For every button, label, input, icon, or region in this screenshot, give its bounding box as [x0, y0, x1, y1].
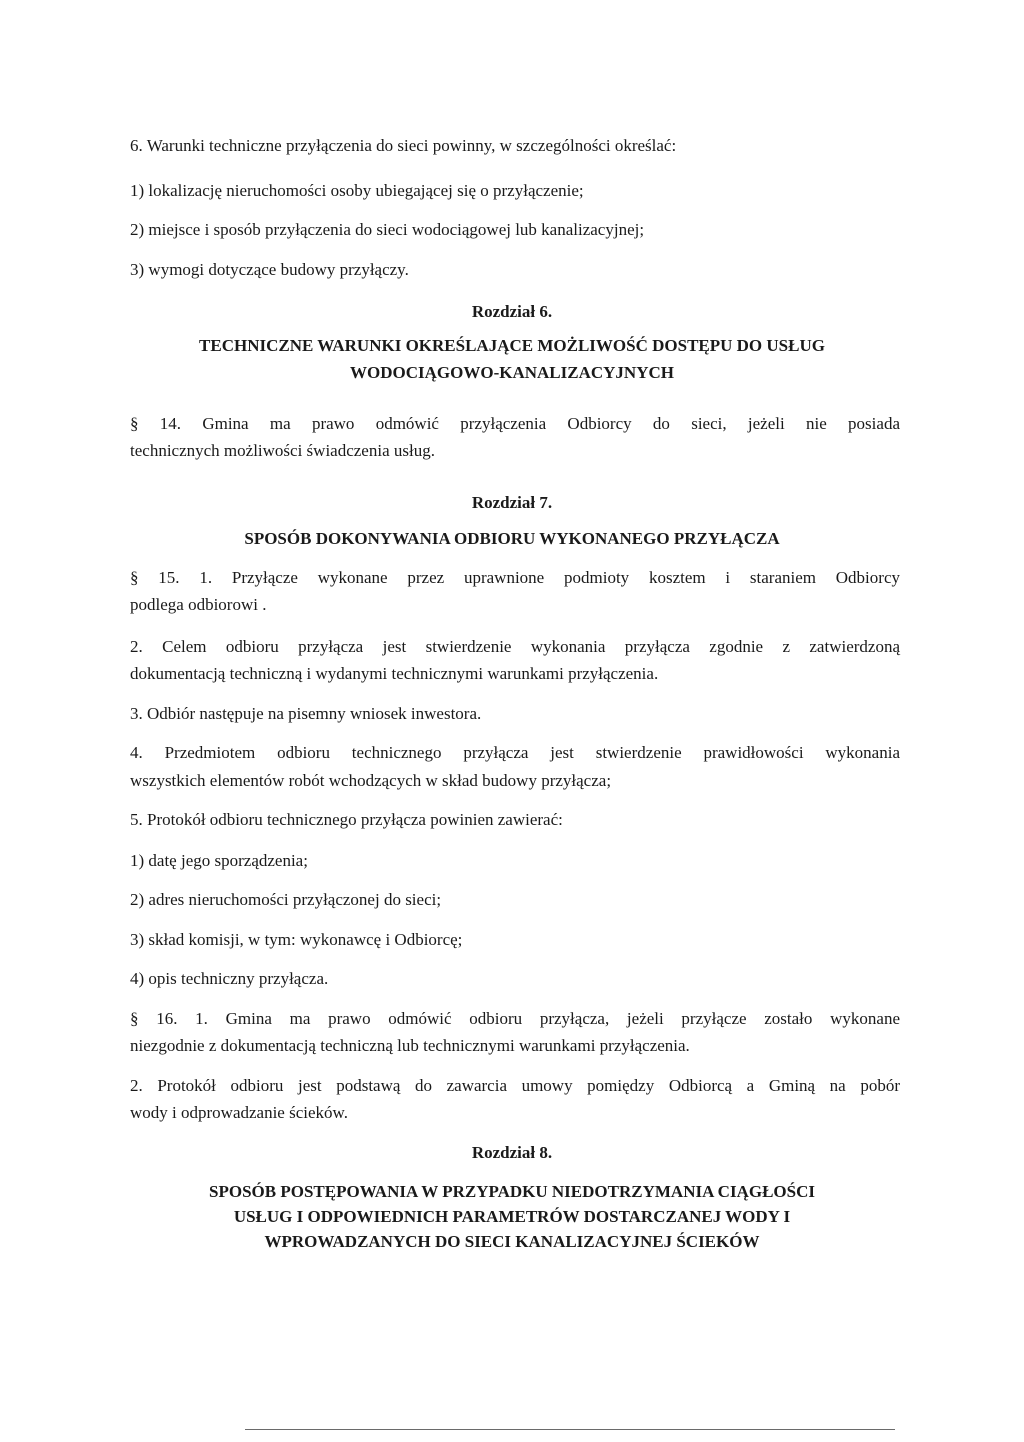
chapter7-label: Rozdział 7. — [471, 493, 553, 512]
chapter8-title-line3: WPROWADZANYCH DO SIECI KANALIZACYJNEJ ŚCIEKÓW — [264, 1232, 760, 1251]
paragraph15-1-line1: § 15. 1. Przyłącze wykonane przez uprawnione podmioty kosztem i staraniem Odbiorcy — [130, 568, 900, 587]
chapter8-title-line2: USŁUG I ODPOWIEDNICH PARAMETRÓW DOSTARCZANEJ WODY I — [233, 1207, 791, 1226]
paragraph15-5-item-3: 3) skład komisji, w tym: wykonawcę i Odbiorcę; — [130, 930, 463, 949]
paragraph15-5: 5. Protokół odbioru technicznego przyłącza powinien zawierać: — [130, 810, 563, 829]
paragraph16-2-line2: wody i odprowadzanie ścieków. — [130, 1103, 348, 1122]
paragraph16-1-line1: § 16. 1. Gmina ma prawo odmówić odbioru przyłącza, jeżeli przyłącze zostało wykonane — [130, 1009, 900, 1028]
chapter8-label: Rozdział 8. — [471, 1143, 553, 1162]
paragraph14-line1: § 14. Gmina ma prawo odmówić przyłączenia Odbiorcy do sieci, jeżeli nie posiada — [130, 414, 900, 433]
chapter6-title-line1: TECHNICZNE WARUNKI OKREŚLAJĄCE MOŻLIWOŚĆ DOSTĘPU DO USŁUG — [199, 336, 825, 355]
chapter7-title: SPOSÓB DOKONYWANIA ODBIORU WYKONANEGO PRZYŁĄCZA — [244, 529, 780, 548]
paragraph15-2-line2: dokumentacją techniczną i wydanymi technicznymi warunkami przyłączenia. — [130, 664, 659, 683]
footer-rule — [245, 1429, 895, 1430]
paragraph15-4-line1: 4. Przedmiotem odbioru technicznego przyłącza jest stwierdzenie prawidłowości wykonania — [130, 743, 900, 762]
chapter8-title-line1: SPOSÓB POSTĘPOWANIA W PRZYPADKU NIEDOTRZYMANIA CIĄGŁOŚCI — [209, 1182, 815, 1201]
paragraph15-5-item-1: 1) datę jego sporządzenia; — [130, 851, 308, 870]
chapter6-label: Rozdział 6. — [471, 302, 553, 321]
paragraph16-2-line1: 2. Protokół odbioru jest podstawą do zawarcia umowy pomiędzy Odbiorcą a Gminą na pobór — [130, 1076, 900, 1095]
paragraph15-5-item-2: 2) adres nieruchomości przyłączonej do sieci; — [130, 890, 442, 909]
paragraph15-1-line2: podlega odbiorowi . — [130, 595, 267, 614]
paragraph15-2-line1: 2. Celem odbioru przyłącza jest stwierdzenie wykonania przyłącza zgodnie z zatwierdzoną — [130, 637, 900, 656]
paragraph14-line2: technicznych możliwości świadczenia usług. — [130, 441, 435, 460]
section6-item-2: 2) miejsce i sposób przyłączenia do sieci wodociągowej lub kanalizacyjnej; — [130, 220, 645, 239]
paragraph15-5-item-4: 4) opis techniczny przyłącza. — [130, 969, 329, 988]
section6-item-3: 3) wymogi dotyczące budowy przyłączy. — [130, 260, 409, 279]
paragraph16-1-line2: niezgodnie z dokumentacją techniczną lub technicznymi warunkami przyłączenia. — [130, 1036, 690, 1055]
paragraph15-3: 3. Odbiór następuje na pisemny wniosek inwestora. — [130, 704, 482, 723]
section6-intro: 6. Warunki techniczne przyłączenia do sieci powinny, w szczególności określać: — [130, 136, 677, 155]
section6-item-1: 1) lokalizację nieruchomości osoby ubiegającej się o przyłączenie; — [130, 181, 584, 200]
chapter6-title-line2: WODOCIĄGOWO-KANALIZACYJNYCH — [350, 363, 674, 382]
paragraph15-4-line2: wszystkich elementów robót wchodzących w skład budowy przyłącza; — [130, 771, 612, 790]
